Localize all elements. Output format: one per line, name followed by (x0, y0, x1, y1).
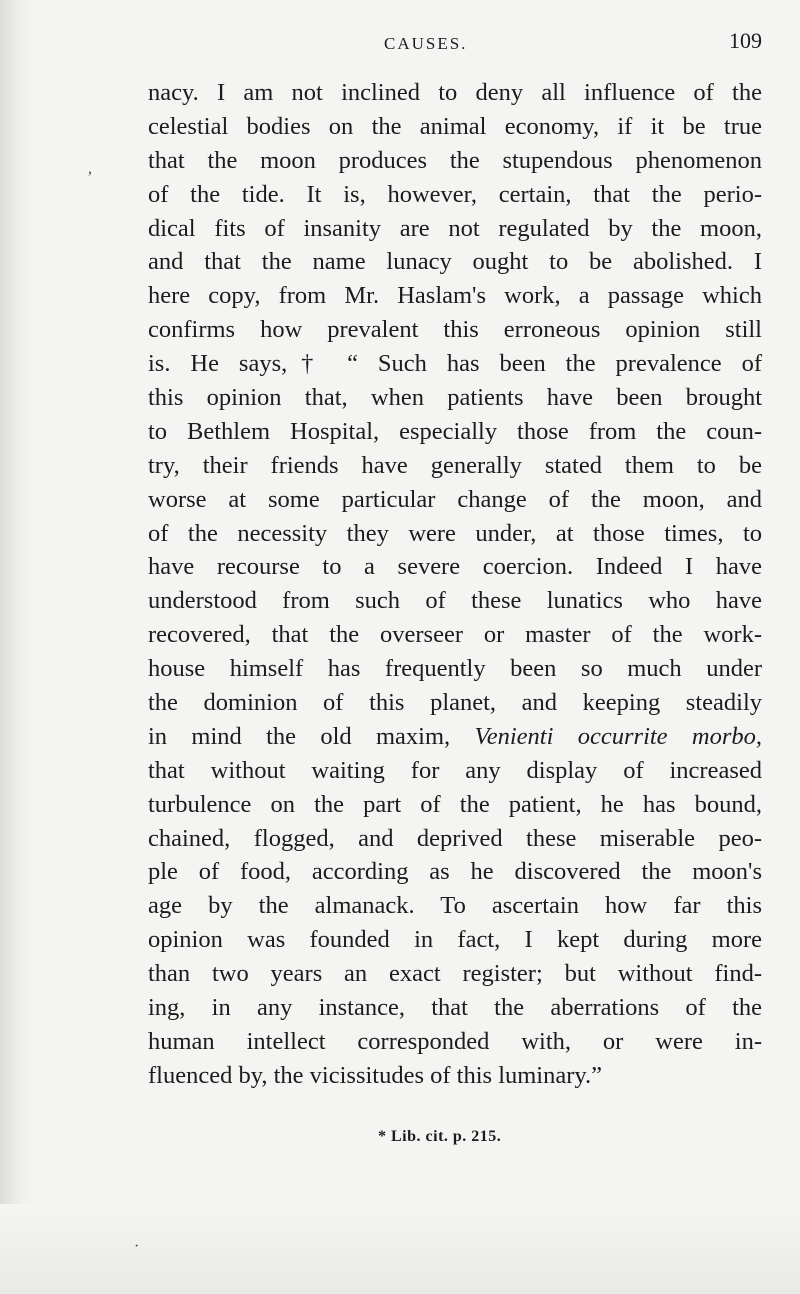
text-line: celestial bodies on the animal economy, if it be true (148, 112, 762, 140)
text-line: turbulence on the part of the patient, he has bound, (148, 790, 762, 818)
text-line: try, their friends have generally stated them to be (148, 451, 762, 479)
page-number: 109 (729, 28, 762, 53)
text-line: is. He says,† “ Such has been the prevalence of (148, 350, 762, 378)
text-line: to Bethlem Hospital, especially those from the coun- (148, 417, 762, 445)
text-line: and that the name lunacy ought to be abolished. I (148, 248, 762, 276)
text-line: that the moon produces the stupendous phenomenon (148, 146, 762, 174)
scan-shadow-bottom (0, 1204, 800, 1294)
text-line: recovered, that the overseer or master of the work- (148, 621, 762, 649)
text-line: that without waiting for any display of increased (148, 756, 762, 784)
footnote: * Lib. cit. p. 215. (378, 1128, 502, 1145)
text-line: nacy. I am not inclined to deny all influence of the (148, 79, 762, 106)
scan-shadow-left (0, 0, 34, 1294)
text-line: this opinion that, when patients have been brought (148, 384, 762, 412)
text-line: of the tide. It is, however, certain, that the perio- (148, 180, 762, 208)
scan-speck: , (88, 160, 92, 177)
text-line: human intellect corresponded with, or were in- (148, 1027, 762, 1055)
page-header (148, 28, 762, 64)
text-line-last: fluenced by, the vicissitudes of this luminary.” (148, 1061, 603, 1089)
text-line: age by the almanack. To ascertain how far this (148, 892, 762, 920)
text-line-maxim (148, 720, 762, 754)
text-line: understood from such of these lunatics who have (148, 587, 762, 615)
scan-speck: · (134, 1238, 140, 1255)
text-line: worse at some particular change of the moon, and (148, 485, 762, 513)
text-line: opinion was founded in fact, I kept during more (148, 926, 762, 954)
text-line: confirms how prevalent this erroneous opinion still (148, 316, 762, 344)
text-line: ple of food, according as he discovered the moon's (148, 858, 762, 886)
body-text (148, 76, 762, 1093)
latin-maxim: Venienti occurrite morbo, (474, 722, 762, 750)
text-line: the dominion of this planet, and keeping steadily (148, 689, 762, 717)
running-head: CAUSES. (384, 34, 468, 53)
text-line: house himself has frequently been so much under (148, 655, 762, 683)
text-line: have recourse to a severe coercion. Indeed I have (148, 553, 762, 581)
text-line: chained, flogged, and deprived these miserable peo- (148, 824, 762, 852)
text-line: dical fits of insanity are not regulated by the moon, (148, 214, 762, 242)
maxim-lead-text: in mind the old maxim, (148, 722, 475, 750)
text-line: ing, in any instance, that the aberrations of the (148, 994, 762, 1022)
text-line: of the necessity they were under, at those times, to (148, 519, 762, 547)
text-line: here copy, from Mr. Haslam's work, a passage which (148, 282, 762, 310)
text-line: than two years an exact register; but without find- (148, 960, 762, 988)
